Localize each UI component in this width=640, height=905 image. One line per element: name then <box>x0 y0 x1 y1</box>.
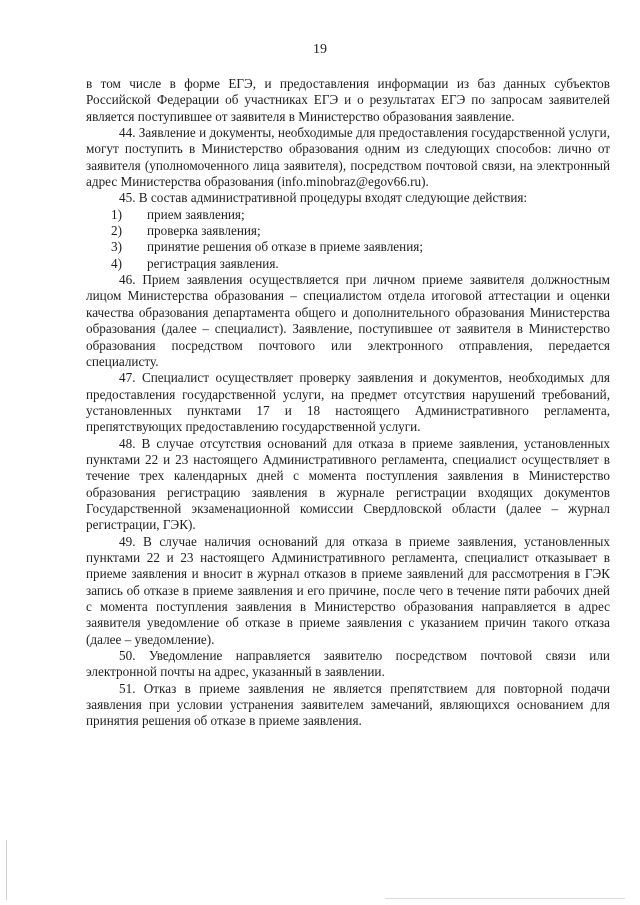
list-number: 1) <box>111 206 122 222</box>
list-text: проверка заявления; <box>147 223 261 239</box>
paragraph-44: 44. Заявление и документы, необходимые для предоставления государственной услуги, могут поступить в Министерство образования одним из следующих способов: лично от заявителя (уполномоченного лица заявителя), посредством почтовой связи, на электронный адрес Министерства образования (info.minobraz@egov66.ru). <box>86 125 610 190</box>
list-item-4 <box>86 256 610 272</box>
paragraph-47: 47. Специалист осуществляет проверку заявления и документов, необходимых для предоставления государственной услуги, на предмет отсутствия нарушений требований, установленных пунктами 17 и 18 настоящего Административного регламента, препятствующих предоставлению государственной услуги. <box>86 370 610 435</box>
paragraph-46: 46. Прием заявления осуществляется при личном приеме заявителя должностным лицом Министерства образования – специалистом отдела итоговой аттестации и оценки качества образования департамента общего и дополнительного образования Министерства образования (далее – специалист). Заявление, поступившее от заявителя в Министерство образования посредством почтового или электронного отправления, передается специалисту. <box>86 272 610 369</box>
list-number: 3) <box>111 239 122 255</box>
list-text: принятие решения об отказе в приеме заявления; <box>147 239 423 255</box>
list-item-2 <box>86 223 610 239</box>
paragraph-50: 50. Уведомление направляется заявителю посредством почтовой связи или электронной почты на адрес, указанный в заявлении. <box>86 648 610 680</box>
list-item-1 <box>86 207 610 223</box>
document-body <box>86 76 610 730</box>
paragraph-continuation: в том числе в форме ЕГЭ, и предоставления информации из баз данных субъектов Российской Федерации об участниках ЕГЭ и о результатах ЕГЭ по запросам заявителей является поступившее от заявителя в Министерство образования заявление. <box>86 76 610 124</box>
paragraph-49: 49. В случае наличия оснований для отказа в приеме заявления, установленных пунктами 22 и 23 настоящего Административного регламента, специалист отказывает в приеме заявления и вносит в журнал отказов в приеме заявлений для рассмотрения в ГЭК запись об отказе в приеме заявления и его причине, после чего в течение пяти рабочих дней с момента поступления заявления в Министерство образования направляется в адрес заявителя уведомление об отказе в приеме заявления с указанием причин такого отказа (далее – уведомление). <box>86 533 610 647</box>
paragraph-48: 48. В случае отсутствия оснований для отказа в приеме заявления, установленных пунктами 22 и 23 настоящего Административного регламента, специалист осуществляет в течение трех календарных дней с момента поступления заявления в Министерство образования регистрацию заявления в журнале регистрации входящих документов Государственной экзаменационной комиссии Свердловской области (далее – журнал регистрации, ГЭК). <box>86 435 610 533</box>
page-number: 19 <box>313 42 327 57</box>
list-number: 2) <box>111 223 122 239</box>
list-number: 4) <box>111 255 122 271</box>
scan-bottom-mark <box>385 898 625 899</box>
list-text: регистрация заявления. <box>147 255 279 271</box>
paragraph-45: 45. В состав административной процедуры входят следующие действия: <box>119 190 528 206</box>
list-item-3 <box>86 239 610 255</box>
list-text: прием заявления; <box>147 206 245 222</box>
scan-edge-mark <box>6 840 7 900</box>
paragraph-51: 51. Отказ в приеме заявления не является препятствием для повторной подачи заявления при условии устранения заявителем замечаний, являющихся основанием для принятия решения об отказе в приеме заявления. <box>86 680 610 729</box>
